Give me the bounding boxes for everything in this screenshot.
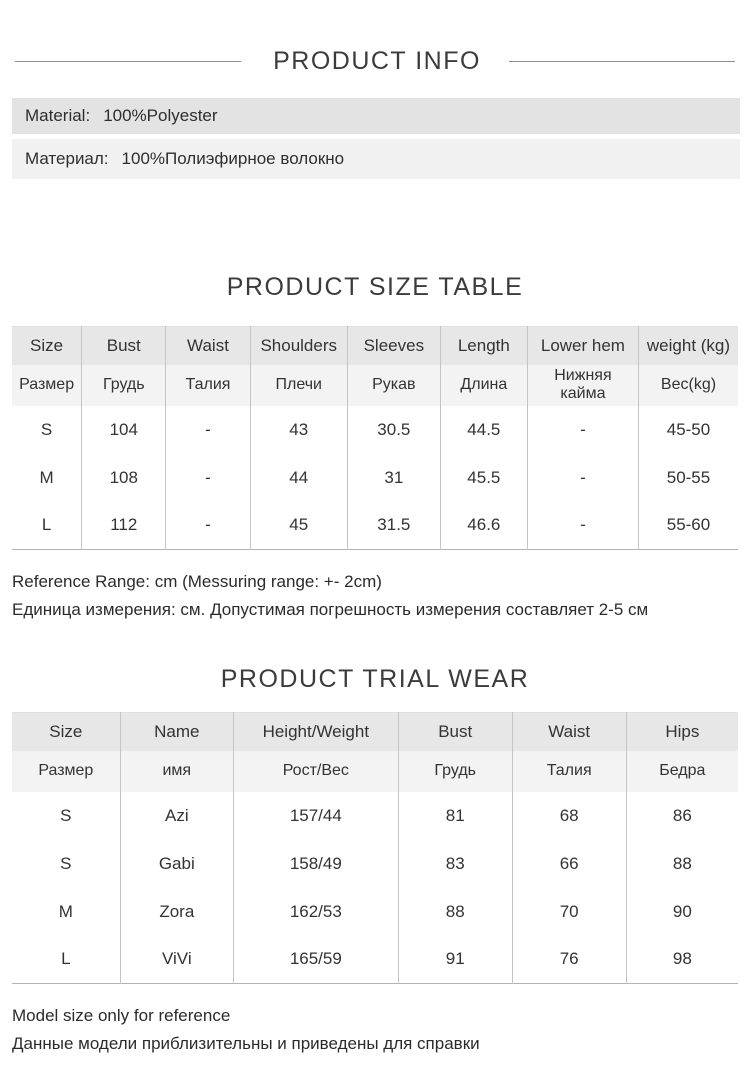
column-header-ru: Рост/Вес xyxy=(233,751,398,792)
table-cell: 45 xyxy=(250,502,347,550)
table-cell: - xyxy=(166,454,250,502)
table-cell: 108 xyxy=(82,454,166,502)
trial-wear-title: PRODUCT TRIAL WEAR xyxy=(220,665,530,694)
column-header-ru: Плечи xyxy=(250,365,347,406)
page-title: PRODUCT INFO xyxy=(273,46,481,75)
table-cell: 66 xyxy=(512,840,626,888)
table-row xyxy=(12,502,738,550)
material-bar-ru xyxy=(12,139,740,179)
table-cell: 165/59 xyxy=(233,936,398,984)
table-cell: 104 xyxy=(82,406,166,454)
divider-line-right xyxy=(509,61,735,62)
table-cell: L xyxy=(12,502,82,550)
table-cell: Gabi xyxy=(120,840,233,888)
column-header: Length xyxy=(440,327,527,365)
page-header xyxy=(0,45,750,77)
column-header-ru: Грудь xyxy=(398,751,512,792)
column-header: Hips xyxy=(626,713,738,751)
table-cell: - xyxy=(166,502,250,550)
table-cell: S xyxy=(12,406,82,454)
table-cell: 88 xyxy=(626,840,738,888)
table-cell: S xyxy=(12,792,120,840)
table-row xyxy=(12,406,738,454)
column-header-ru: Вес(kg) xyxy=(638,365,738,406)
column-header: weight (kg) xyxy=(638,327,738,365)
column-header: Size xyxy=(12,713,120,751)
table-cell: Azi xyxy=(120,792,233,840)
column-header: Waist xyxy=(512,713,626,751)
trial-note-ru: Данные модели приблизительны и приведены для справки xyxy=(12,1033,480,1053)
size-table-notes xyxy=(12,568,738,623)
column-header: Bust xyxy=(398,713,512,751)
table-cell: S xyxy=(12,840,120,888)
table-cell: 68 xyxy=(512,792,626,840)
header-row-ru xyxy=(12,365,738,406)
table-cell: 98 xyxy=(626,936,738,984)
divider-line-left xyxy=(15,61,241,62)
table-row xyxy=(12,454,738,502)
table-cell: 162/53 xyxy=(233,888,398,936)
table-cell: 43 xyxy=(250,406,347,454)
table-row xyxy=(12,840,738,888)
column-header: Lower hem xyxy=(527,327,638,365)
material-bar-en xyxy=(12,98,740,134)
column-header-ru: Талия xyxy=(166,365,250,406)
column-header-ru: Размер xyxy=(12,751,120,792)
table-cell: 31 xyxy=(347,454,440,502)
column-header-ru: Размер xyxy=(12,365,82,406)
table-cell: M xyxy=(12,454,82,502)
table-cell: 157/44 xyxy=(233,792,398,840)
table-cell: 158/49 xyxy=(233,840,398,888)
column-header: Bust xyxy=(82,327,166,365)
column-header-ru: Длина xyxy=(440,365,527,406)
material-value-en: 100%Polyester xyxy=(103,106,218,125)
table-cell: - xyxy=(166,406,250,454)
table-cell: 31.5 xyxy=(347,502,440,550)
table-cell: L xyxy=(12,936,120,984)
table-cell: - xyxy=(527,454,638,502)
trial-wear-notes xyxy=(12,1002,738,1057)
trial-wear-table xyxy=(12,712,738,984)
material-label-ru: Материал: xyxy=(25,149,109,168)
column-header: Shoulders xyxy=(250,327,347,365)
table-cell: 44 xyxy=(250,454,347,502)
column-header: Size xyxy=(12,327,82,365)
table-row xyxy=(12,792,738,840)
table-cell: 45-50 xyxy=(638,406,738,454)
table-row xyxy=(12,936,738,984)
material-section xyxy=(0,98,750,179)
table-cell: 83 xyxy=(398,840,512,888)
size-note-ru: Единица измерения: см. Допустимая погрешность измерения составляет 2-5 см xyxy=(12,599,649,619)
table-cell: 76 xyxy=(512,936,626,984)
table-cell: 86 xyxy=(626,792,738,840)
table-cell: ViVi xyxy=(120,936,233,984)
table-cell: 55-60 xyxy=(638,502,738,550)
column-header-ru: Талия xyxy=(512,751,626,792)
column-header-ru: Бедра xyxy=(626,751,738,792)
table-cell: 81 xyxy=(398,792,512,840)
column-header-ru: Грудь xyxy=(82,365,166,406)
column-header: Name xyxy=(120,713,233,751)
table-row xyxy=(12,888,738,936)
material-value-ru: 100%Полиэфирное волокно xyxy=(121,149,345,168)
table-cell: 50-55 xyxy=(638,454,738,502)
table-cell: 112 xyxy=(82,502,166,550)
table-cell: 70 xyxy=(512,888,626,936)
size-note-en: Reference Range: cm (Messuring range: +- 2cm) xyxy=(12,572,382,591)
table-cell: 44.5 xyxy=(440,406,527,454)
header-row-ru xyxy=(12,751,738,792)
column-header-ru: Рукав xyxy=(347,365,440,406)
table-cell: 45.5 xyxy=(440,454,527,502)
size-table-title: PRODUCT SIZE TABLE xyxy=(226,273,524,301)
header-row-en xyxy=(12,327,738,365)
column-header: Height/Weight xyxy=(233,713,398,751)
table-cell: 88 xyxy=(398,888,512,936)
table-cell: 91 xyxy=(398,936,512,984)
table-cell: M xyxy=(12,888,120,936)
table-cell: - xyxy=(527,502,638,550)
table-cell: 30.5 xyxy=(347,406,440,454)
table-cell: Zora xyxy=(120,888,233,936)
trial-note-en: Model size only for reference xyxy=(12,1006,231,1026)
column-header: Sleeves xyxy=(347,327,440,365)
table-cell: - xyxy=(527,406,638,454)
column-header-ru: имя xyxy=(120,751,233,792)
table-cell: 90 xyxy=(626,888,738,936)
column-header: Waist xyxy=(166,327,250,365)
header-row-en xyxy=(12,713,738,751)
table-cell: 46.6 xyxy=(440,502,527,550)
material-label-en: Material: xyxy=(25,106,91,125)
product-size-table xyxy=(12,326,738,550)
column-header-ru: Нижняя кайма xyxy=(527,365,638,406)
